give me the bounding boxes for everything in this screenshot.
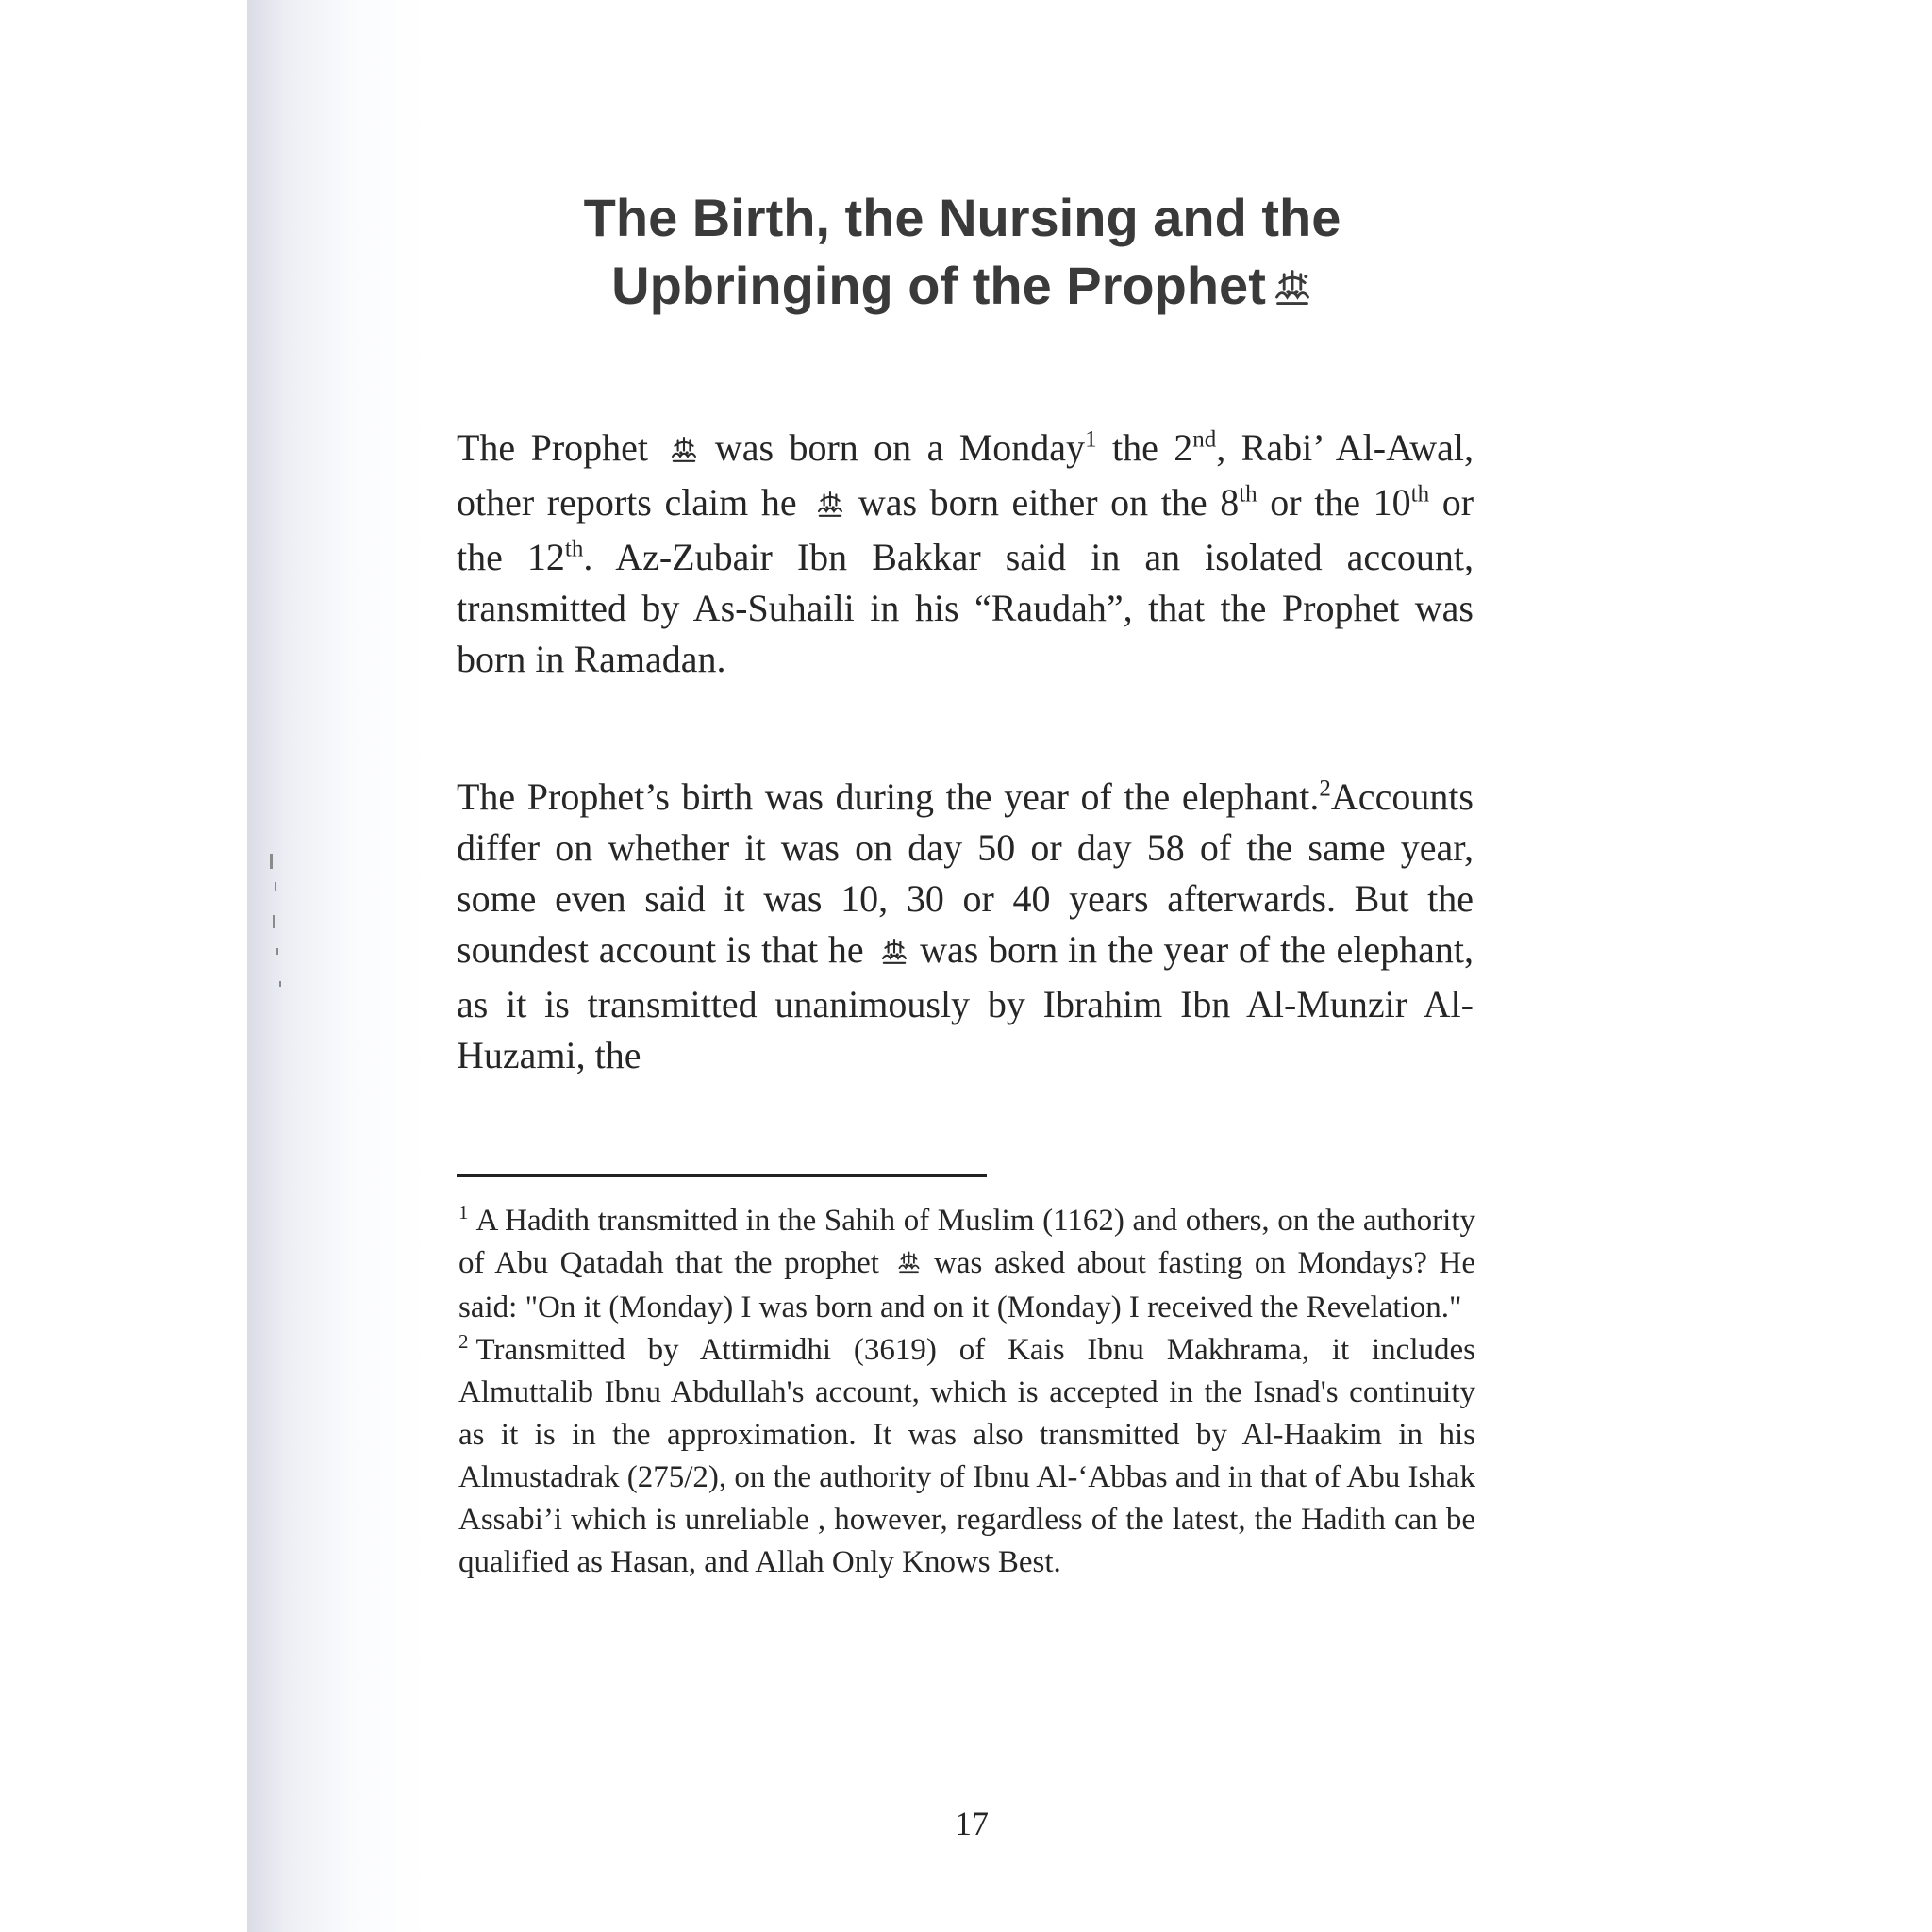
p1-text-h: . Az-Zubair Ibn Bakkar said in an isolated account, transmitted by As-Suhaili in his “Raudah”, that the Prophet was born in Ramadan. [457,535,1474,680]
salutation-icon [1272,256,1313,324]
footnote-1-text-b: was asked about fasting on Mondays? He said: "On it (Monday) I was born and on it (Monday) I received the Revelation." [458,1246,1476,1324]
p1-text-a: The Prophet [457,426,649,469]
footnote-2-mark: 2 [458,1329,469,1353]
chapter-title-line-2 [491,252,1434,324]
footnotes [458,1200,1475,1584]
ordinal-suffix: nd [1192,426,1217,453]
footnote-1 [458,1200,1475,1329]
p2-text-c: was born in the year of the elephant, as it is transmitted unanimously by Ibrahim Ibn Al-Munzir Al-Huzami, the [457,928,1474,1076]
p1-text-c: the 2 [1111,426,1193,469]
p1-text-b: was born on a Monday [714,426,1086,469]
p2-text-a: The Prophet’s birth was during the year of the elephant. [457,775,1320,818]
chapter-title [491,184,1434,324]
p2-text-b: Accounts differ on whether it was on day 50 or day 58 of the same year, some even said it was 10, 30 or 40 years afterwards. But the soundest account is that he [457,775,1474,971]
footnote-2 [458,1329,1475,1584]
ordinal-suffix: th [1410,481,1430,508]
page-number: 17 [955,1805,989,1842]
paragraph-1 [457,423,1474,685]
chapter-title-line-2-text: Upbringing of the Prophet [611,256,1266,315]
chapter-title-line-1: The Birth, the Nursing and the [583,188,1341,247]
paragraph-2 [457,772,1474,1081]
footnote-divider [457,1174,987,1177]
p1-text-f: or the 10 [1270,480,1411,524]
salutation-icon [669,426,699,477]
footnote-1-text-a: A Hadith transmitted in the Sahih of Muslim (1162) and others, on the authority of Abu Qatadah that the prophet [458,1204,1475,1280]
footnote-ref-2[interactable]: 2 [1319,775,1331,802]
p1-text-g: or the 12 [457,480,1474,578]
footnote-ref-1[interactable]: 1 [1085,426,1097,453]
footnote-2-text: Transmitted by Attirmidhi (3619) of Kais Ibnu Makhrama, it includes Almuttalib Ibnu Abdullah's account, which is accepted in the Isnad's continuity as it is in the approximation. It was also transmitted by Al-Haakim in his Almustadrak (275/2), on the authority of Ibnu Al-‘Abbas and in that of Abu Ishak Assabi’i which is unreliable , however, regardless of the latest, the Hadith can be qualified as Hasan, and Allah Only Knows Best. [458,1332,1475,1579]
footnote-1-mark: 1 [458,1201,469,1224]
ordinal-suffix: th [564,536,584,562]
p1-text-e: was born either on the 8 [858,480,1240,524]
salutation-icon [879,928,909,979]
salutation-icon [815,481,845,532]
salutation-icon [896,1244,922,1287]
ordinal-suffix: th [1239,481,1257,508]
p1-text-d: , Rabi’ Al-Awal, other reports claim he [457,426,1474,524]
